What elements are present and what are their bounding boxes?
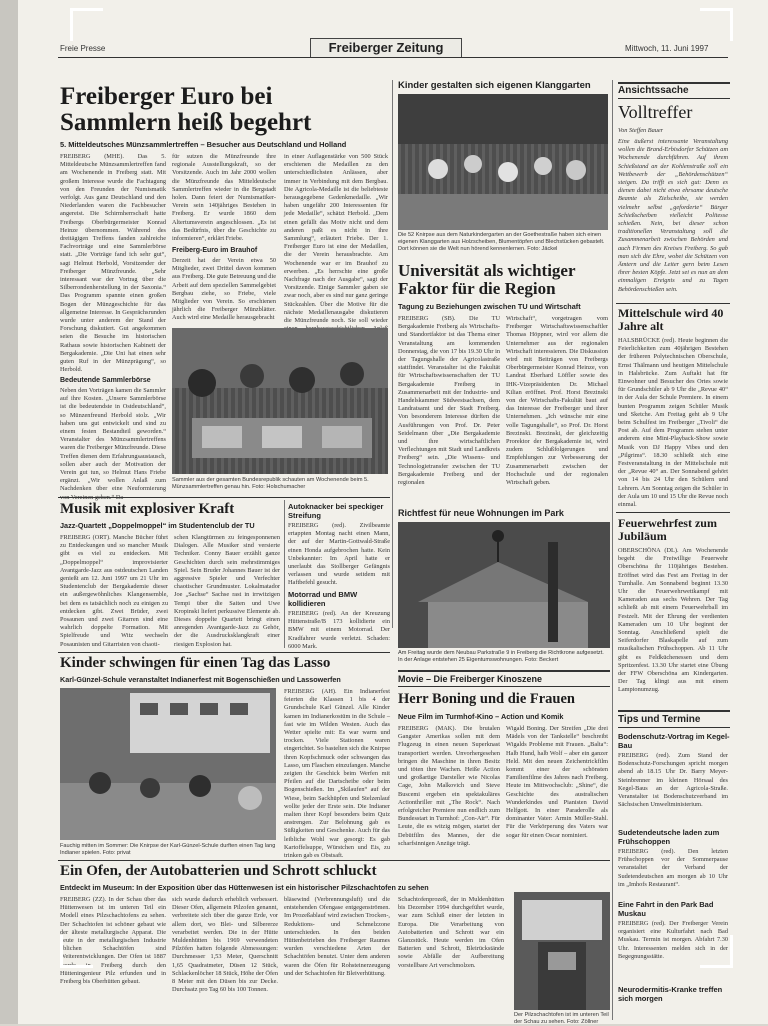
euro-coin-collectors-photo — [172, 328, 388, 474]
euro-text-col3: in einer Auflagenstärke von 500 Stück erschienen die Medaillen zu den unterschiedlichsten Anlässen, aber immer in Verbindung mit dem Bergbau. Die Agricola-Medaille ist die beliebteste herausgegebene Gedenkmedaille. „Wir haben ungefähr 200 Interessenten für jede Medaille“, schätzt Herbold. „Dem einen gefällt das Motiv nicht und dem anderen paßt es nicht in ihre Sammlung“, erläutert Friebe. Der 1. Freiberger Euro ist eine der Medaillen, die der Verein herausbrachte. Am Wochenende war er im Brauhof zu erwerben. „Es herrschte eine große Nachfrage nach der Ausgabe“, sagt der Vorsitzende. Einige Sammler gaben sie zwar noch, aber es sind nur ganz geringe Stückzahlen. Über die Motive für die nächste Medaillenausgabe diskutieren die Münzfreunde noch. Sie soll wieder — [284, 153, 388, 325]
euro-text-col1: FREIBERG (MHE). Das 5. Mitteldeutsche Münzsammlertreffen fand am Wochenende in Freiberg statt. Mit großem Interesse wurde die Fachtagung von den Freunden der Numismatik verfolgt. Aus ganz Deutschland und den Niederlanden waren die Fachbesucher angereist. Die Schirmherrschaft hatte Freibergs Oberbürgermeister Konrad Heinze übernommen. Während des dreitägigen Treffens fanden zahlreiche Fachvorträge und eine Sammlerbörse statt. „Die Vorträge fand ich sehr gut“, sagt Helmut Herbold, Vorsitzender der Freiberger Münzfreunde. „Sehr interessant war der Vortrag über die Silberrondenherstellung in der Saxonia.“ Das Programm spannte einen großen Bogen der Münzgeschichte für das allgemeine Interesse. In Gesprächsrunden wurde unter anderem der Stand der Forschung diskutiert. Gut angekommen seien die Besuche im historischen Rathaus sowie historischen Kabinett der Bergakademie. „Die Uni hat einen sehr guten Ruf in der Münzprägung“, so Herbold. — [60, 153, 166, 374]
musik-text-col1: FREIBERG (ORT). Manche Bücher führt zu Entdeckungen und so mancher Musik gibt es viel zu entdecken. Mit „Doppelmoppel“ improvisierter Avantgarde-Jazz aus ostdeutschen Landen genießt am 12. Juni 1997 um 21 Uhr im Studentenclub der Bergakademie dieser ein außergewöhnliches Klangensemble, bei dem es tatsächlich noch zu einigen zu entdecken gibt. Zwei Brüder, zwei Posaunen und zwei Gitarren sind eine wahrlich doppelte Formation. Mit Spielfreude und Witz wechseln Posaunisten und Gitarristen von chaoti- — [60, 534, 168, 648]
ansicht-section-header: Ansichtssache — [618, 82, 730, 99]
ansicht-headline: Volltreffer — [618, 102, 693, 122]
euro-text-col1b: Neben den Vorträgen kamen die Sammler auf ihre Kosten. „Unsere Sammlerbörse ist die bedeutendste in Ostdeutschland“, so Münzenfreund Herbold stolz. „Wir haben uns gut entwickelt und sind zu einem festen Bestandteil geworden.“ Veranstalter des Münzsammlertreffens waren die Freiberger Münzfreunde. Diese Treffen dienen dem Erfahrungsaustausch, sollen aber auch der Motivation der Verein gut tun, so Helmut Hans Friebe ergänzt. „Wir wollen Anlaß zum Nachdenken über eine Neuformierung von Vereinen geben.“ Da- — [60, 387, 166, 501]
masthead-section-title: Freiberger Zeitung — [310, 38, 462, 58]
kino-text-col2: Wigald Boning. Der Streifen „Die drei Mädels von der Tankstelle“ beschreibt Wigalds Probleme mit Frauen. „Balta“: Halb Hund, halb Wolf – aber ein ganzer Held. Mit den neuen Zeichentrickfilm kommt einer der schönsten Familienfilme des Jahres nach Freiberg. Heute im Mittwochsclub: „Shine“, die Geschichte des australischen Wunderkindes und Pianisten David Helfgott. In einer Paraderolle als dominanter Vater: Armin Müller-Stahl. Für die Verkörperung des Vaters war sogar für einen Oscar nominiert. — [506, 725, 608, 839]
richtfest-photo-caption: Am Freitag wurde dem Neubau Parkstraße 9 in Freiberg die Richtkrone aufgesetzt. In der Anlage entstehen 25 Eigentumswohnungen. Foto: Beckert — [398, 650, 604, 663]
tips-section-header: Tips und Termine — [618, 710, 730, 728]
musik-headline: Musik mit explosiver Kraft — [60, 501, 235, 517]
kino-subhead: Neue Film im Turmhof-Kino – Action und Komik — [398, 712, 564, 721]
section-rule — [616, 303, 730, 304]
tips-item3-text: FREIBERG (red). Der Freiberger Verein organisiert eine Kulturfahrt nach Bad Muskau. Termin ist morgen. Abfahrt 7.30 Uhr. Interessenten melden sich in der Begegnungsstätte. — [618, 920, 728, 960]
frame-corner — [700, 8, 733, 41]
euro-subhead-brauhof: Freiberg-Euro im Brauhof — [172, 247, 258, 254]
euro-photo-caption: Sammler aus der gesamten Bundesrepublik schauten am Wochenende beim 5. Münzsammlertreffen genau hin. Foto: Holschumacher — [172, 477, 369, 490]
uni-headline-line2: Faktor für die Region — [398, 278, 556, 298]
uni-headline-line1: Universität als wichtiger — [398, 261, 576, 280]
euro-subhead-boerse: Bedeutende Sammlerbörse — [60, 377, 151, 384]
frame-corner — [60, 935, 93, 968]
masthead-rule — [58, 57, 728, 58]
richtfest-building-photo — [398, 522, 610, 648]
kinoszene-section-header: Movie – Die Freiberger Kinoszene — [398, 670, 610, 687]
tips-item1-text: FREIBERG (red). Zum Stand der Bodenschutz-Forschungen spricht morgen abend ab 18.15 Uhr Dr. Barry Meyer-Steinbrenner im kleinen Hörsaal des Kegel-Baus an der Agricola-Straße. Veranstalter ist Bodenschutzverband im Sächsischen Umweltministerium. — [618, 752, 728, 809]
klang-photo-caption: Die 52 Knirpse aus dem Naturkindergarten an der Goethestraße haben sich einen eigenen Klanggarten aus Holzscheiben, Blumentöpfen und Blechstücken gebastelt. Dort können sie die Welt nun hörend kennenlernen. Foto: Jäckel — [398, 232, 605, 252]
motorrad-text: FREIBERG (red). An der Kreuzung Hüttenstraße/B 173 kollidierte ein BMW mit einem Motorrad. Der Kradfahrer wurde verletzt. Schaden: 6000 Mark. — [288, 610, 390, 650]
motorrad-headline: Motorrad und BMW kollidieren — [288, 590, 358, 608]
uni-text-col2: Wirtschaft“, vorgetragen vom Freiberger Wirtschaftswissenschaftler Thomas Höppner, wird vor allem die Unternehmer aus der regionalen Wirtschaft interessieren. Die Diskussion wird mit Beiträgen von Freibergs Oberbürgermeister Konrad Heinze, von Landrat Eberhard Löffler sowie des IHK-Vizepräsidenten Dr. Michael Kilian eröffnet. Prof. Horst Brezinski von der Wirtschafts-Fakultät baut auf das Interesse der Freiberger und ihrer Unternehmen. „Ich wünsche mir eine volle Tagungshalle“, so Prof. Dr. Horst Brezinski. Brezinski, der gleichzeitig Prorektor der Bergakademie ist, wird zudem Schlußfolgerungen und Empfehlungen zur Verbesserung der Zusammenarbeit zwischen der Hochschule und der regionalen Wirtschaft geben. — [506, 315, 608, 487]
ofen-headline: Ein Ofen, der Autobatterien und Schrott schluckt — [60, 863, 377, 879]
euro-text-col2: für sutzen die Münzfreunde ihre regionale Ausstellungskraft, so der Vorsitzende. Auch im Jahr 2000 wollen die Münzfreunde das Mitteldeutsche Sammlertreffen wieder in die Bergstadt holen. Dann feiert der Numismatiker-Verein sein 140jähriges Bestehen in Freiberg. Er wurde 1860 dem Altertumsverein angeschlossen. „Es ist das Bedürfnis, über die Geschichte zu informieren“, erklärt Friebe. — [172, 153, 276, 243]
feuerwehr-text: OBERSCHÖNA (DL). Am Wochenende begeht die Freiwillige Feuerwehr Oberschöna ihr 110jähriges Bestehen. Eröffnet wird das Fest am Freitag in der Turnhalle. Am Sonnabend beginnt 13.30 Uhr die Feuerwehrwettkampf mit Kameraden aus sechs Wehren. Der Tag schließt ab mit einem Feuerwehrball im Festzelt. Mit der Ehrung der verdienten Kameraden um 10 Uhr beginnt der Sonntag. Anschließend spielt die Seiferdorfer Blaskapelle auf zum musikalischen Frühschoppen. Ab 11 Uhr gibt es Feldküchenessen und dem Spritzenfest. 13.30 Uhr startet eine Übung der FFW Oberschöna am Kindergarten. Der Tag klingt aus mit einem Lampionumzug. — [618, 547, 728, 694]
mittelschule-text: HALSBRÜCKE (red). Heute beginnen die Feierlichkeiten zum 40jährigen Bestehen der früheren Polytechnischen Oberschule, Ernst Thälmann und heutigen Mittelschule in Halsbrücke. Zum Auftakt hat für Einwohner und Besucher des Ortes sowie für Grundschüler ab 9 Uhr die „Revue 40“ in der Aula der Schule Premiere. In einem bunten Programm zeigen Schüler Musik und Sketche. Am Freitag geht ab 9 Uhr beim Schulfest im Freiberger „Tivoli“ die Post ab. Auf dem Programm stehen unter anderem eine Mini-Playback-Show sowie Musik von DJ Happy Vibes und den „Pilgrims“. 18.30 schließt sich eine Festveranstaltung in der Mittelschule mit der „Revue 40“ an. Der Sonnabend gehört von 14 bis 24 Uhr den Schülern und Lehrern. Am Sonntag zeigen die Schüler in der Aula um 10 und 15 Uhr die Revue noch einmal. — [618, 337, 728, 509]
feuerwehr-headline: Feuerwehrfest zum Jubiläum — [618, 516, 717, 543]
section-rule — [58, 497, 390, 498]
tips-item4-headline: Neurodermitis-Kranke treffen sich morgen — [618, 985, 723, 1003]
mittelschule-headline: Mittelschule wird 40 Jahre alt — [618, 306, 724, 333]
column-divider — [392, 80, 393, 628]
ofen-subhead: Entdeckt im Museum: In der Exposition über das Hüttenwesen ist ein historischer Pilzschachtofen zu sehen — [60, 883, 429, 892]
kino-text-col1: FREIBERG (MAK). Die brutalen Gangster Amerikas sollen mit dem Flugzeug in einen neuen Superknast transportiert werden. Unvorhergesehen bringen die Maschine in ihren Besitz und töten ihre Wachen. Heiße Action und großartige Darsteller wie Nicolas Cage, John Malkovich und Steve Buscemi ergeben ein spektakuläres Actionthriller mit „The Rock“. Nach erfolgreicher Premiere nun endlich zum Bundesstart in Turmhof: „Con-Air“. Für Leute, die es witzig mögen, startet der Debütfilm des Mannes, der die scharfsinnigen Anzüge trägt. — [398, 725, 500, 847]
klang-children-photo — [398, 94, 608, 230]
euro-headline-line1: Freiberger Euro bei — [60, 83, 273, 110]
section-rule — [58, 652, 390, 653]
column-divider — [612, 80, 613, 1020]
frame-corner — [700, 935, 733, 968]
euro-subhead: 5. Mitteldeutsches Münzsammlertreffen – Besucher aus Deutschland und Holland — [60, 140, 347, 149]
ofen-furnace-photo — [514, 892, 610, 1010]
ofen-text-col4: Schachtofenprozeß, der in Muldenhütten bis Dezember 1994 durchgeführt wurde, war zum Schluß einer der letzten in Europa. Die Verarbeitung von Autobatterien und Schrott war ein Glanzstück. Heute werden im Ofen Batterien und Schrott, Bleirückstände sowie Abfälle der Aufbereitung vorstellbare Art verschmolzen. — [398, 896, 504, 969]
section-rule — [616, 512, 730, 513]
kino-headline: Herr Boning und die Frauen — [398, 691, 575, 707]
tips-item3-headline: Eine Fahrt in den Park Bad Muskau — [618, 900, 714, 918]
uni-text-col1: FREIBERG (SB). Die TU Bergakademie Freiberg als Wirtschafts- und Standortfaktor ist das Thema einer Veranstaltung am kommenden Donnerstag, die von 17 bis 19.30 Uhr in der Tagungshalle der Agricolastraße stattfindet. Veranstalter ist die Fakultät für Wirtschaftswissenschaften der TU Bergakademie Freiberg in Zusammenarbeit mit der Industrie- und Handelskammer Südwestsachsen, dem Landratsamt und der Stadt Freiberg. Von besonderem Interesse dürften die Ausführungen von Prof. Dr. Peter Seidelmann über „Die Bergakademie und ihre wirtschaftlichen Verflechtungen mit Stadt und Landkreis Freiberg“ sein. „Die Wissens- und Technologietransfer zwischen der TU Bergakademie Freiberg und der regionalen — [398, 315, 500, 487]
musik-subhead: Jazz-Quartett „Doppelmoppel“ im Studentenclub der TU — [60, 521, 255, 530]
masthead-paper-name: Freie Presse — [60, 44, 106, 53]
ofen-text-col2: sich wurde dadurch erheblich verbessert. Dieser Ofen, allgemein Pilzofen genannt, verbreitete sich über die ganze Erde, vor allem dort, wo Blei- und Silbererze verarbeitet werden. Die in der Hütte Muldenhütten bis 1969 verwendeten Pilzöfen hatten folgende Abmessungen: Durchmesser 1,53 Meter, Querschnitt 1,65 Quadratmeter, Düsen 12 Stück, Schlackenlöcher 18 Stück, Höhe der Öfen 8 Meter mit den Düsen bis zur Decke. Durchsatz pro Tag 60 bis 100 Tonnen. — [172, 896, 278, 994]
klang-headline: Kinder gestalten sich eigenen Klanggarten — [398, 80, 591, 91]
section-rule — [58, 860, 610, 861]
ofen-photo-caption: Der Pilzschachtofen ist im unteren Teil der Schau zu sehen. Foto: Zöllner — [514, 1012, 609, 1025]
euro-headline-line2: Sammlern heiß begehrt — [60, 109, 312, 137]
richtfest-headline: Richtfest für neue Wohnungen im Park — [398, 508, 564, 518]
autoknacker-text: FREIBERG (red). Zivilbeamte ertappten Montag nacht einen Mann, der auf der Martin-Gottwald-Straße einen Honda aufgebrochen hatte. Kein Unbekannter: Im April hatte er unerlaubt das Stollberger Gefängnis verlassen und wurde seitdem mit Haftbefehl gesucht. — [288, 522, 390, 587]
scanner-edge — [0, 0, 18, 1024]
lasso-headline: Kinder schwingen für einen Tag das Lasso — [60, 655, 331, 671]
tips-item2-text: FREIBERG (red). Den letzten Frühschoppen vor der Sommerpause veranstaltet der Verband der Sudetendeutschen am morgen ab 10 Uhr im „Imhofs Restaurant“. — [618, 848, 728, 888]
frame-corner — [70, 8, 103, 41]
lasso-subhead: Karl-Günzel-Schule veranstaltet Indianerfest mit Bogenschießen und Lassowerfen — [60, 675, 341, 684]
ofen-text-col3: bläsewind (Verbrennungsluft) und die entstehenden Ofengase entgegenströmen. Im Prozeßablauf wird zwischen Trocken-, Reduktions- und Schmelzzone unterschieden. In den beiden Hüttenbetrieben des Freiberger Raumes wurden verschiedene Arten der Schachtöfen benutzt. Unter dem anderen waren die Öfen für Rohsteinerzeugung und der Schachtofen für Bleiverhüttung. — [284, 896, 390, 977]
euro-headline — [60, 84, 390, 137]
lasso-children-photo — [60, 688, 276, 840]
tips-item2-headline: Sudetendeutsche laden zum Frühschoppen — [618, 828, 720, 846]
uni-subhead: Tagung zu Beziehungen zwischen TU und Wirtschaft — [398, 302, 581, 311]
uni-headline — [398, 262, 610, 298]
column-divider — [284, 500, 285, 648]
euro-text-col2b: Derzeit hat der Verein etwa 50 Mitglieder, zwei Drittel davon kommen aus Freiberg. Die gute Betreuung und die Arbeit auf dem speziellen Sammelgebiet Bergbau ziehe, so Friebe, viele Mitglieder von Verein. So erschienen jährlich die Freiberger Münzblätter. Auch wird eine Medaille herausgebracht — [172, 257, 276, 322]
autoknacker-headline: Autoknacker bei speckiger Streifung — [288, 502, 384, 520]
ansicht-text: Eine äußerst interessante Veranstaltung wollen die Brand-Erbisdorfer Schützen am Wochenende durchführen. Auf ihrem Schießstand an der Kohlenstraße soll ein Wettbewerb der „Behördenschützen“ steigen. Da trifft es sich gut: Denn es dienen dabei nicht etwa ehrsame deutsche Beamte als Zielscheibe, sie werden vielmehr selbst „geforderte“ Bürger Schießscheiben vielleicht Politesse schießen. Nein, bei dieser schon traditionellen Veranstaltung soll die Zusammenarbeit zwischen Behörden und auch Firmen des Kreises Freiberg. So gab man sich die Ehre, wobei die Schützen von Ämtern und die Leiter gern beim Lesen ihrer besten Köpfe. Jetzt sei es nun an dem einmaligen Ereignis und zu Tagen Behördenschießen sein. — [618, 138, 728, 293]
ansicht-author: Von Steffen Bauer — [618, 127, 664, 134]
musik-text-col2: schen Klangtürmen zu feingesponnenen Dialogen. Alle Musiker sind versierte Techniker. Conny Bauer erzählt ganze Geschichten durch sein mehrstimmiges Spiel. Sein Bruder Johannes Bauer ist der aggressive Spieler und Verfechter chaotischer Grundmuster. Lokalmatador Joe „Sachse“ Sachse rast in irrwitzigen Tempi über die Saiten und Uwe Kropinski liefert perkussive Elemente ab. Dieses doppelte Quartett bringt einen anregenden Avantgarde-Jazz zu Gehör, der die Ausdrucksklangkraft einer riesigen Explosion hat. — [174, 534, 280, 648]
tips-item1-headline: Bodenschutz-Vortrag im Kegel-Bau — [618, 732, 730, 750]
ofen-text-col1: FREIBERG (ZZ). In der Schau über das Hüttenwesen ist im unteren Teil ein Modell eines Pilzschachtofens zu sehen. Der Schachtofen ist schöner gebaut wie der älteste metallurgische Apparat. Die heute in der metallurgischen Industrie üblichen Schachtöfen sind Weiterentwicklungen. Der Ofen ist 1887 wurde in Freiberg durch den Hütteningenieur Pilz erfunden und in Freiberg bis Oberhütten gebaut. — [60, 896, 166, 986]
lasso-text: FREIBERG (AH). Ein Indianerfest feierten die Klassen 1 bis 4 der Grundschule Karl Günzel. Alle Kinder kamen im Indianerkostüm in die Schule – fast wie im Wilden Westen. Auch das Wetter spielte mit: Es war warm und trocken. Viele Stationen waren eingerichtet. So bastelten sich die Knirpse ihren Kopfschmuck oder schwangen das Lasso, um Flaschen einzufangen. Manche zeigten ihr Geschick beim Werfen mit Pfeilen auf die Dartscheibe oder beim Bogenschießen. Im „Skilaufen“ auf der Wiese, beim Sackhüpfen und Stelzenlauf wollte jeder der Erste sein. Die Indianer malten ihrer Kopf besonders beim Quiz anstrengen. Zur Belohnung gab es Süßigkeiten und Geschenke. Auch für das leibliche Wohl war gesorgt: Es gab Kartoffelsuppe, Würstchen und Eis, zu trinken gab es Obstsaft. — [284, 688, 390, 860]
masthead-date: Mittwoch, 11. Juni 1997 — [625, 44, 709, 53]
lasso-photo-caption: Fauchig mitten im Sommer: Die Knirpse der Karl-Günzel-Schule durften einen Tag lang Indianer spielen. Foto: privat — [60, 843, 276, 856]
